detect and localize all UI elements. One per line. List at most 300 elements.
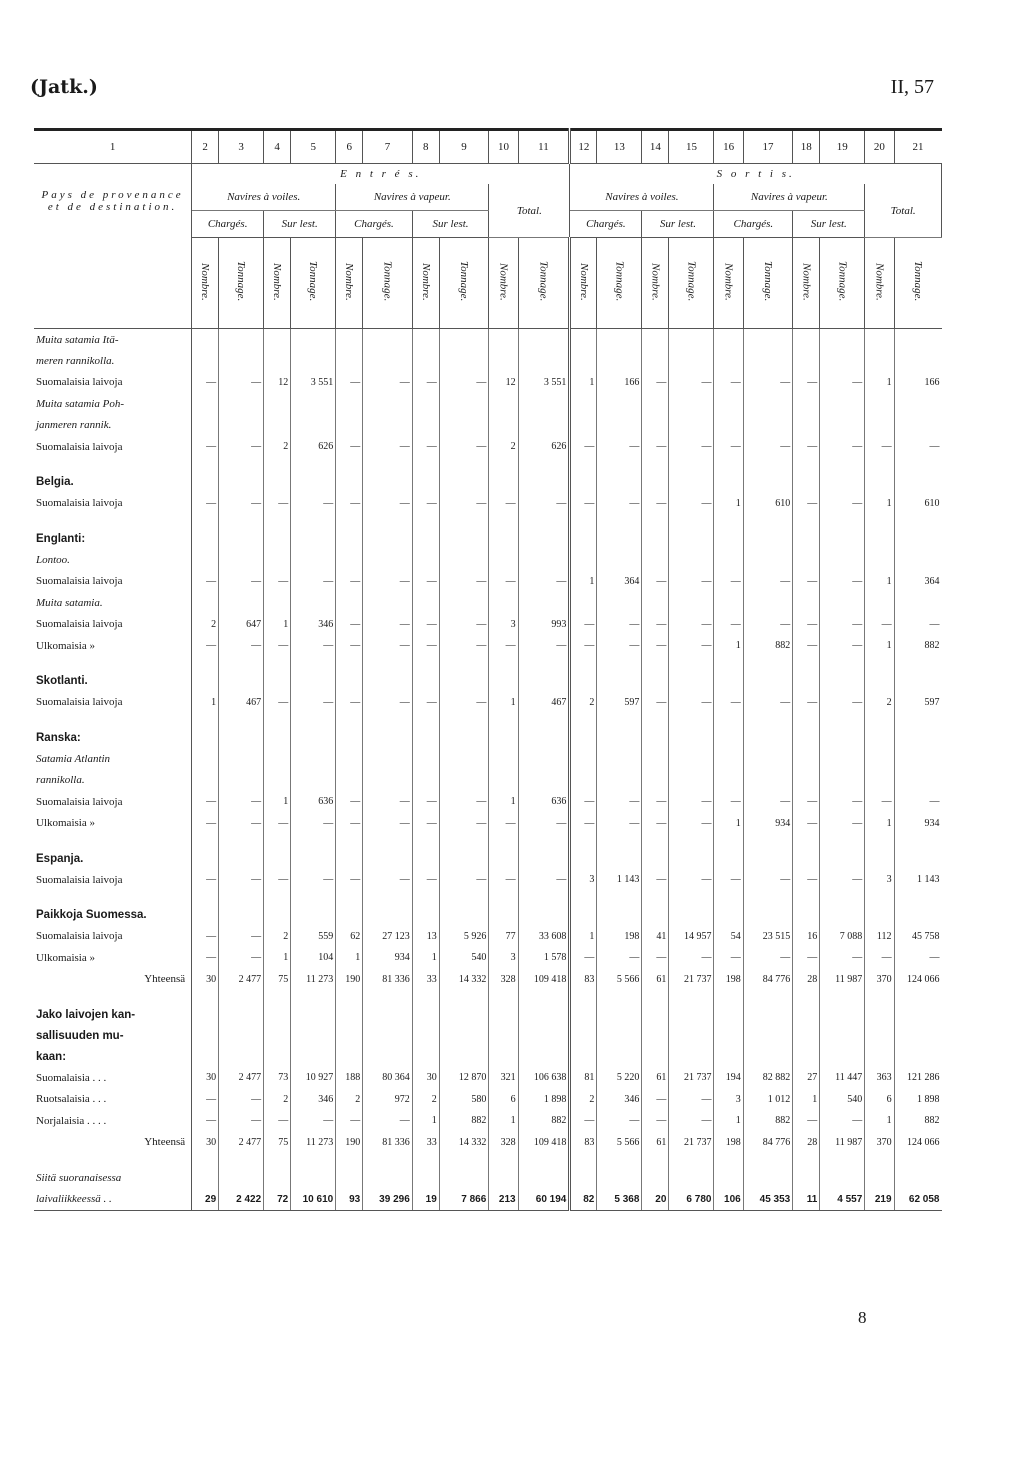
ballast-header: Sur lest. bbox=[412, 211, 489, 238]
empty-cell bbox=[518, 727, 570, 748]
table-row bbox=[34, 692, 942, 714]
empty-cell bbox=[291, 458, 336, 472]
empty-cell bbox=[291, 713, 336, 727]
column-number: 19 bbox=[820, 130, 865, 164]
table-cell: 12 bbox=[489, 372, 518, 394]
loaded-header: Chargés. bbox=[714, 211, 793, 238]
empty-cell bbox=[219, 748, 264, 770]
tonnage-header bbox=[219, 238, 264, 329]
table-cell: — bbox=[264, 635, 291, 657]
empty-cell bbox=[192, 848, 219, 869]
table-cell: 2 bbox=[865, 692, 894, 714]
row-label: Suomalaisia laivoja bbox=[34, 614, 192, 636]
table-cell: 12 870 bbox=[439, 1067, 489, 1089]
table-cell: — bbox=[264, 692, 291, 714]
table-row bbox=[34, 1110, 942, 1132]
empty-cell bbox=[291, 1046, 336, 1067]
table-cell: 112 bbox=[865, 926, 894, 948]
table-cell: — bbox=[439, 791, 489, 813]
empty-cell bbox=[793, 549, 820, 571]
table-cell: 647 bbox=[219, 614, 264, 636]
column-number: 8 bbox=[412, 130, 439, 164]
empty-cell bbox=[518, 834, 570, 848]
empty-cell bbox=[291, 549, 336, 571]
table-cell: 5 368 bbox=[597, 1189, 642, 1211]
table-cell: 370 bbox=[865, 1132, 894, 1154]
table-cell: — bbox=[489, 813, 518, 835]
empty-cell bbox=[219, 472, 264, 493]
empty-cell bbox=[642, 1167, 669, 1189]
empty-cell bbox=[336, 891, 363, 905]
empty-cell bbox=[264, 592, 291, 614]
empty-cell bbox=[518, 472, 570, 493]
empty-cell bbox=[363, 592, 413, 614]
column-number: 10 bbox=[489, 130, 518, 164]
empty-cell bbox=[363, 727, 413, 748]
empty-cell bbox=[439, 727, 489, 748]
empty-cell bbox=[642, 458, 669, 472]
table-row bbox=[34, 329, 942, 351]
table-cell: — bbox=[669, 791, 714, 813]
empty-cell bbox=[820, 848, 865, 869]
table-cell: — bbox=[743, 791, 793, 813]
empty-cell bbox=[219, 592, 264, 614]
empty-cell bbox=[291, 770, 336, 792]
tonnage-header bbox=[439, 238, 489, 329]
empty-cell bbox=[865, 657, 894, 671]
empty-cell bbox=[570, 592, 597, 614]
table-cell: 33 608 bbox=[518, 926, 570, 948]
table-cell: 16 bbox=[793, 926, 820, 948]
table-cell: — bbox=[793, 947, 820, 969]
column-number-row bbox=[34, 130, 942, 164]
empty-cell bbox=[642, 1025, 669, 1046]
empty-cell bbox=[264, 329, 291, 351]
empty-cell bbox=[412, 1046, 439, 1067]
table-row bbox=[34, 514, 942, 528]
empty-cell bbox=[219, 848, 264, 869]
column-number: 6 bbox=[336, 130, 363, 164]
empty-cell bbox=[597, 891, 642, 905]
empty-cell bbox=[489, 671, 518, 692]
measure-label: Nombre. bbox=[722, 262, 735, 301]
empty-cell bbox=[597, 1167, 642, 1189]
table-cell: — bbox=[597, 1110, 642, 1132]
table-cell: — bbox=[192, 372, 219, 394]
empty-cell bbox=[597, 1046, 642, 1067]
table-cell: — bbox=[669, 869, 714, 891]
table-row bbox=[34, 657, 942, 671]
empty-cell bbox=[192, 415, 219, 437]
empty-cell bbox=[489, 514, 518, 528]
table-cell: 45 758 bbox=[912, 930, 940, 942]
empty-cell bbox=[192, 748, 219, 770]
empty-cell bbox=[714, 727, 743, 748]
empty-cell bbox=[570, 748, 597, 770]
empty-cell bbox=[219, 657, 264, 671]
table-cell: 364 bbox=[597, 571, 642, 593]
table-cell: 30 bbox=[192, 1132, 219, 1154]
table-cell: — bbox=[820, 947, 865, 969]
table-cell: — bbox=[192, 1089, 219, 1111]
empty-cell bbox=[336, 415, 363, 437]
empty-cell bbox=[192, 329, 219, 351]
table-cell: 882 bbox=[439, 1110, 489, 1132]
nombre-header bbox=[264, 238, 291, 329]
table-cell: — bbox=[597, 635, 642, 657]
row-label bbox=[34, 834, 192, 848]
row-label: Suomalaisia laivoja bbox=[34, 571, 192, 593]
empty-cell bbox=[597, 1004, 642, 1025]
row-label bbox=[34, 713, 192, 727]
empty-cell bbox=[264, 657, 291, 671]
table-cell: — bbox=[412, 791, 439, 813]
empty-cell bbox=[412, 393, 439, 415]
empty-cell bbox=[518, 1025, 570, 1046]
column-number: 18 bbox=[793, 130, 820, 164]
table-cell: — bbox=[192, 436, 219, 458]
empty-cell bbox=[597, 1153, 642, 1167]
table-cell: — bbox=[669, 372, 714, 394]
empty-cell bbox=[714, 1046, 743, 1067]
empty-cell bbox=[363, 905, 413, 926]
empty-cell bbox=[820, 671, 865, 692]
table-cell: — bbox=[219, 947, 264, 969]
table-cell: — bbox=[412, 813, 439, 835]
table-cell: 972 bbox=[363, 1089, 413, 1111]
empty-cell bbox=[336, 514, 363, 528]
table-cell: 4 557 bbox=[820, 1189, 865, 1211]
measure-label: Nombre. bbox=[199, 262, 212, 301]
empty-cell bbox=[642, 350, 669, 372]
empty-cell bbox=[264, 1025, 291, 1046]
table-cell: — bbox=[714, 436, 743, 458]
empty-cell bbox=[743, 472, 793, 493]
table-cell: 30 bbox=[192, 1067, 219, 1089]
empty-cell bbox=[894, 727, 941, 748]
nombre-header bbox=[192, 238, 219, 329]
empty-cell bbox=[264, 990, 291, 1004]
empty-cell bbox=[894, 990, 941, 1004]
empty-cell bbox=[820, 350, 865, 372]
empty-cell bbox=[669, 770, 714, 792]
empty-cell bbox=[894, 671, 941, 692]
empty-cell bbox=[363, 528, 413, 549]
table-cell: — bbox=[570, 493, 597, 515]
table-cell: — bbox=[439, 813, 489, 835]
table-row bbox=[34, 727, 942, 748]
table-cell: — bbox=[363, 791, 413, 813]
empty-cell bbox=[219, 891, 264, 905]
row-label: Muita satamia Itä- bbox=[34, 329, 192, 351]
empty-cell bbox=[264, 748, 291, 770]
table-cell: 1 bbox=[264, 791, 291, 813]
empty-cell bbox=[743, 727, 793, 748]
table-cell: 80 364 bbox=[363, 1067, 413, 1089]
sorties-steam-header: Navires à vapeur. bbox=[714, 184, 865, 211]
table-cell: — bbox=[793, 493, 820, 515]
table-cell: — bbox=[439, 614, 489, 636]
measure-label: Tonnage. bbox=[381, 261, 394, 302]
empty-cell bbox=[518, 990, 570, 1004]
table-cell: 121 286 bbox=[907, 1072, 940, 1084]
empty-cell bbox=[489, 990, 518, 1004]
empty-cell bbox=[570, 458, 597, 472]
empty-cell bbox=[793, 528, 820, 549]
empty-cell bbox=[412, 990, 439, 1004]
table-cell: — bbox=[412, 493, 439, 515]
empty-cell bbox=[793, 990, 820, 1004]
empty-cell bbox=[820, 472, 865, 493]
empty-cell bbox=[412, 727, 439, 748]
table-cell: 166 bbox=[924, 376, 940, 388]
table-cell: — bbox=[669, 813, 714, 835]
table-cell: 2 477 bbox=[219, 1132, 264, 1154]
empty-cell bbox=[489, 1025, 518, 1046]
row-label: Muita satamia Poh- bbox=[34, 393, 192, 415]
empty-cell bbox=[570, 528, 597, 549]
empty-cell bbox=[642, 329, 669, 351]
nombre-header bbox=[642, 238, 669, 329]
empty-cell bbox=[714, 549, 743, 571]
empty-cell bbox=[743, 1025, 793, 1046]
table-cell: — bbox=[412, 614, 439, 636]
empty-cell bbox=[743, 834, 793, 848]
empty-cell bbox=[894, 713, 941, 727]
table-cell: 2 bbox=[412, 1089, 439, 1111]
empty-cell bbox=[363, 1004, 413, 1025]
column-number: 7 bbox=[363, 130, 413, 164]
empty-cell bbox=[669, 592, 714, 614]
table-cell: — bbox=[669, 571, 714, 593]
table-cell: — bbox=[793, 635, 820, 657]
statistics-table bbox=[34, 128, 942, 1211]
empty-cell bbox=[192, 1153, 219, 1167]
table-cell: — bbox=[264, 813, 291, 835]
table-cell: 60 194 bbox=[518, 1189, 570, 1211]
row-label: Ranska: bbox=[34, 727, 192, 748]
empty-cell bbox=[412, 1004, 439, 1025]
table-cell: — bbox=[793, 571, 820, 593]
table-cell: 364 bbox=[924, 575, 940, 587]
table-cell: — bbox=[439, 372, 489, 394]
table-row bbox=[34, 969, 942, 991]
empty-cell bbox=[264, 1167, 291, 1189]
empty-cell bbox=[793, 393, 820, 415]
empty-cell bbox=[894, 393, 941, 415]
empty-cell bbox=[820, 891, 865, 905]
empty-cell bbox=[669, 1167, 714, 1189]
empty-cell bbox=[489, 528, 518, 549]
table-cell: 194 bbox=[714, 1067, 743, 1089]
table-cell: — bbox=[570, 947, 597, 969]
empty-cell bbox=[894, 1025, 941, 1046]
empty-cell bbox=[597, 329, 642, 351]
nombre-header bbox=[336, 238, 363, 329]
table-cell: 597 bbox=[924, 696, 940, 708]
empty-cell bbox=[439, 748, 489, 770]
empty-cell bbox=[820, 657, 865, 671]
measure-label: Nombre. bbox=[497, 262, 510, 301]
empty-cell bbox=[291, 748, 336, 770]
empty-cell bbox=[570, 671, 597, 692]
table-cell: 27 bbox=[793, 1067, 820, 1089]
empty-cell bbox=[489, 727, 518, 748]
table-cell: 81 336 bbox=[363, 969, 413, 991]
empty-cell bbox=[336, 592, 363, 614]
empty-cell bbox=[642, 1153, 669, 1167]
empty-cell bbox=[793, 770, 820, 792]
empty-cell bbox=[412, 905, 439, 926]
table-cell: — bbox=[363, 813, 413, 835]
table-cell: 2 477 bbox=[219, 1067, 264, 1089]
row-label: Suomalaisia laivoja bbox=[34, 869, 192, 891]
measure-label: Tonnage. bbox=[307, 261, 320, 302]
table-cell: — bbox=[219, 372, 264, 394]
empty-cell bbox=[714, 350, 743, 372]
empty-cell bbox=[518, 1167, 570, 1189]
table-cell: — bbox=[714, 372, 743, 394]
row-label: Suomalaisia laivoja bbox=[34, 791, 192, 813]
tonnage-header bbox=[743, 238, 793, 329]
empty-cell bbox=[714, 671, 743, 692]
nombre-header bbox=[412, 238, 439, 329]
table-cell: — bbox=[743, 436, 793, 458]
empty-cell bbox=[669, 472, 714, 493]
table-cell: 346 bbox=[291, 1089, 336, 1111]
empty-cell bbox=[336, 713, 363, 727]
empty-cell bbox=[714, 834, 743, 848]
empty-cell bbox=[743, 891, 793, 905]
measure-label: Nombre. bbox=[343, 262, 356, 301]
empty-cell bbox=[642, 592, 669, 614]
empty-cell bbox=[793, 834, 820, 848]
table-cell: — bbox=[192, 791, 219, 813]
empty-cell bbox=[793, 891, 820, 905]
table-cell: 1 bbox=[865, 493, 894, 515]
empty-cell bbox=[865, 1004, 894, 1025]
table-cell: — bbox=[363, 869, 413, 891]
table-cell: 7 088 bbox=[820, 926, 865, 948]
table-cell: 11 273 bbox=[291, 1132, 336, 1154]
table-cell: 83 bbox=[570, 969, 597, 991]
empty-cell bbox=[894, 770, 941, 792]
table-row bbox=[34, 813, 942, 835]
measure-label: Tonnage. bbox=[912, 261, 925, 302]
empty-cell bbox=[793, 1046, 820, 1067]
table-cell: — bbox=[865, 791, 894, 813]
row-label: Yhteensä bbox=[34, 1132, 192, 1154]
table-cell: — bbox=[929, 952, 940, 964]
table-cell: — bbox=[489, 869, 518, 891]
row-label: Suomalaisia laivoja bbox=[34, 372, 192, 394]
table-cell: — bbox=[865, 614, 894, 636]
empty-cell bbox=[336, 834, 363, 848]
column-number: 4 bbox=[264, 130, 291, 164]
table-cell: 2 bbox=[570, 1089, 597, 1111]
empty-cell bbox=[714, 748, 743, 770]
table-cell: 13 bbox=[412, 926, 439, 948]
table-cell: 3 bbox=[865, 869, 894, 891]
table-cell: 77 bbox=[489, 926, 518, 948]
empty-cell bbox=[439, 1153, 489, 1167]
empty-cell bbox=[489, 1153, 518, 1167]
empty-cell bbox=[793, 727, 820, 748]
empty-cell bbox=[439, 350, 489, 372]
table-row bbox=[34, 472, 942, 493]
table-cell: — bbox=[336, 692, 363, 714]
table-row bbox=[34, 1067, 942, 1089]
empty-cell bbox=[518, 1004, 570, 1025]
table-row bbox=[34, 493, 942, 515]
table-cell: — bbox=[291, 1110, 336, 1132]
table-cell: — bbox=[336, 571, 363, 593]
empty-cell bbox=[489, 905, 518, 926]
empty-cell bbox=[264, 415, 291, 437]
column-number: 3 bbox=[219, 130, 264, 164]
measure-label: Tonnage. bbox=[537, 261, 550, 302]
empty-cell bbox=[264, 514, 291, 528]
table-cell: — bbox=[439, 571, 489, 593]
empty-cell bbox=[793, 1167, 820, 1189]
empty-cell bbox=[743, 1153, 793, 1167]
table-cell: 84 776 bbox=[743, 969, 793, 991]
empty-cell bbox=[894, 1004, 941, 1025]
empty-cell bbox=[743, 713, 793, 727]
empty-cell bbox=[570, 393, 597, 415]
empty-cell bbox=[669, 713, 714, 727]
table-cell: 20 bbox=[642, 1189, 669, 1211]
empty-cell bbox=[597, 770, 642, 792]
table-cell: 61 bbox=[642, 1067, 669, 1089]
table-cell: — bbox=[192, 493, 219, 515]
empty-cell bbox=[363, 834, 413, 848]
empty-cell bbox=[291, 891, 336, 905]
table-row bbox=[34, 791, 942, 813]
column-number: 20 bbox=[865, 130, 894, 164]
empty-cell bbox=[412, 1167, 439, 1189]
table-cell: — bbox=[865, 947, 894, 969]
empty-cell bbox=[439, 770, 489, 792]
empty-cell bbox=[219, 1004, 264, 1025]
empty-cell bbox=[820, 528, 865, 549]
empty-cell bbox=[865, 834, 894, 848]
empty-cell bbox=[570, 350, 597, 372]
nombre-header bbox=[714, 238, 743, 329]
empty-cell bbox=[489, 848, 518, 869]
table-cell: — bbox=[336, 614, 363, 636]
empty-cell bbox=[518, 1153, 570, 1167]
continued-label: (Jatk.) bbox=[30, 76, 98, 98]
empty-cell bbox=[192, 472, 219, 493]
empty-cell bbox=[336, 528, 363, 549]
empty-cell bbox=[714, 514, 743, 528]
empty-cell bbox=[820, 713, 865, 727]
table-cell: 3 551 bbox=[291, 372, 336, 394]
empty-cell bbox=[570, 770, 597, 792]
empty-cell bbox=[336, 1046, 363, 1067]
empty-cell bbox=[291, 990, 336, 1004]
empty-cell bbox=[489, 770, 518, 792]
table-cell: — bbox=[291, 869, 336, 891]
table-cell: — bbox=[412, 692, 439, 714]
empty-cell bbox=[669, 1004, 714, 1025]
empty-cell bbox=[743, 657, 793, 671]
row-label: Skotlanti. bbox=[34, 671, 192, 692]
empty-cell bbox=[894, 549, 941, 571]
empty-cell bbox=[219, 727, 264, 748]
empty-cell bbox=[439, 415, 489, 437]
